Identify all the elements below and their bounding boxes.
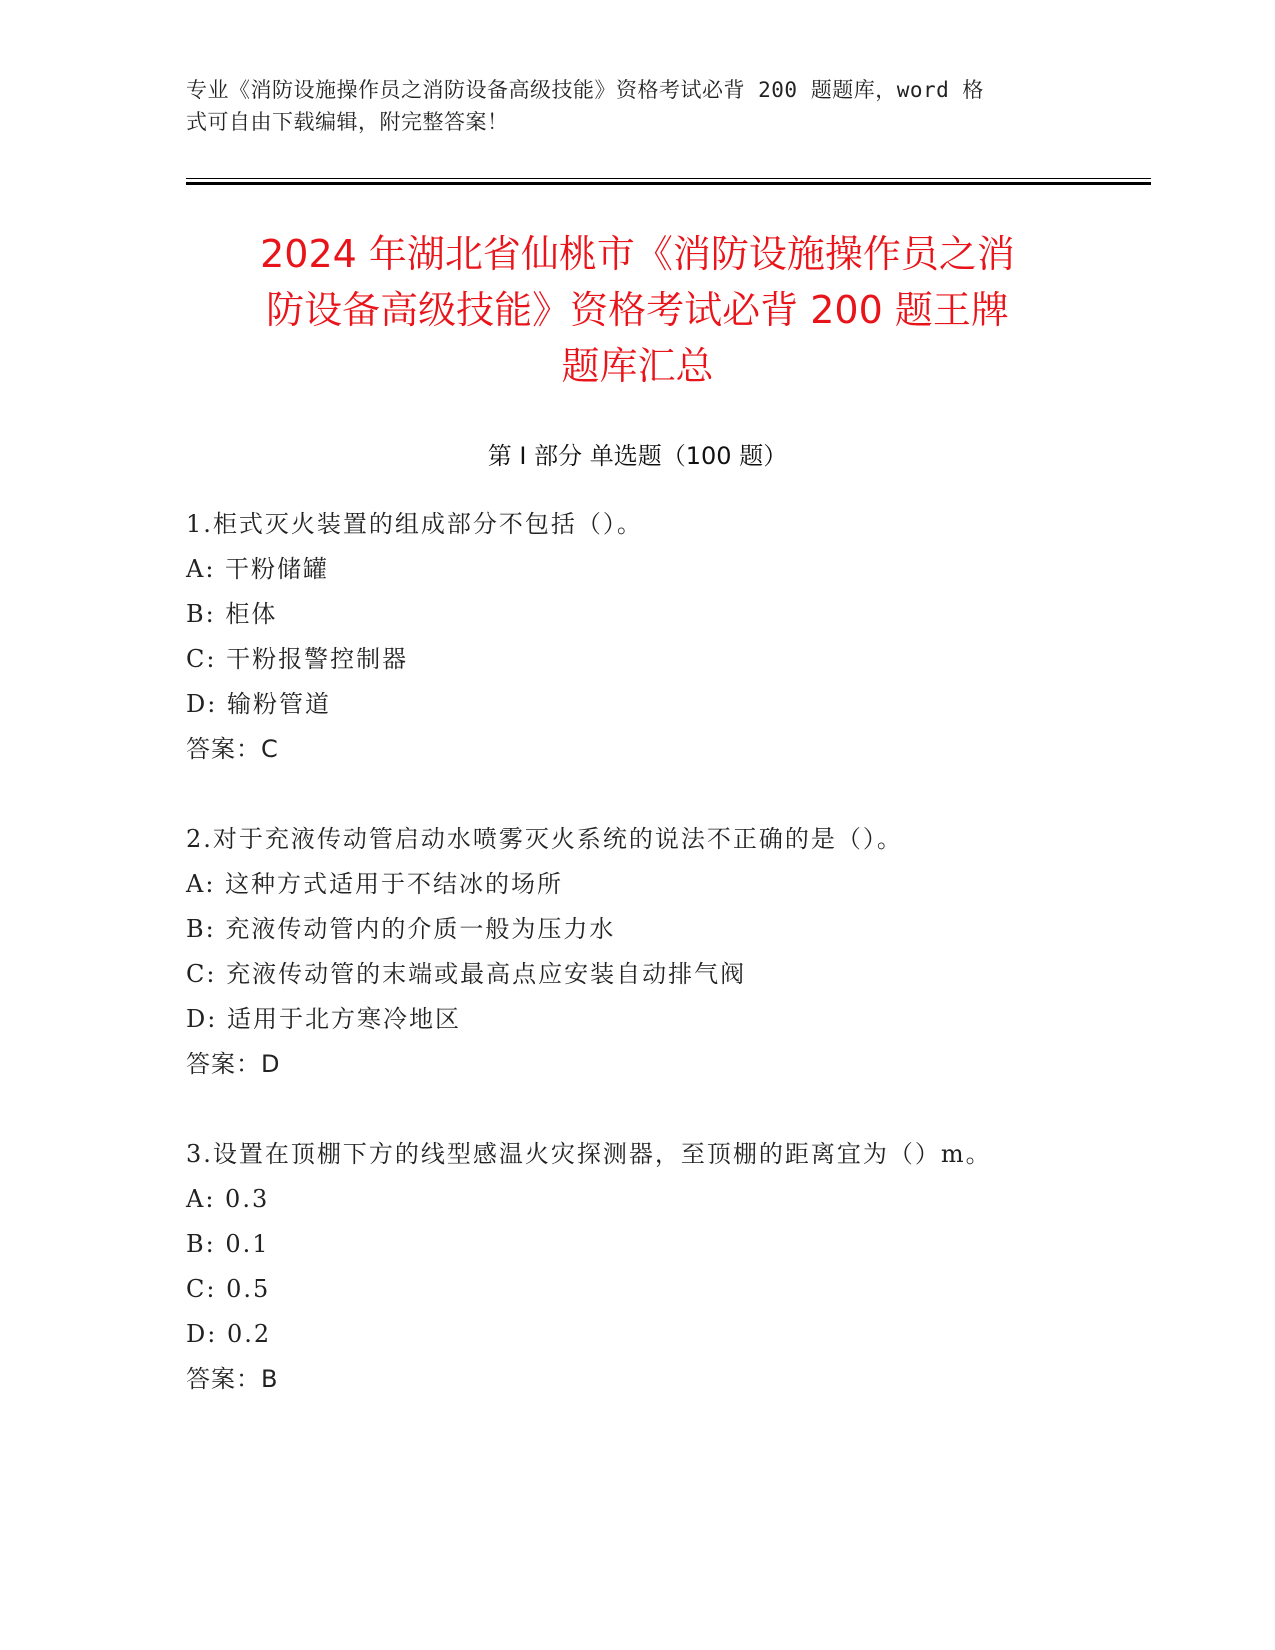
option-d: D: 0.2 xyxy=(186,1320,272,1348)
option-b: B: 充液传动管内的介质一般为压力水 xyxy=(186,915,616,943)
option-a: A: 这种方式适用于不结冰的场所 xyxy=(186,870,564,898)
option-a: A: 干粉储罐 xyxy=(186,555,330,583)
question-1 xyxy=(186,502,1086,772)
question-stem: 1.柜式灭火装置的组成部分不包括（）。 xyxy=(186,510,643,538)
option-a: A: 0.3 xyxy=(186,1185,270,1213)
option-c: C: 0.5 xyxy=(186,1275,271,1303)
option-b: B: 0.1 xyxy=(186,1230,270,1258)
question-2 xyxy=(186,817,1086,1087)
header-note xyxy=(186,74,1066,138)
header-note-line-1: 专业《消防设施操作员之消防设备高级技能》资格考试必背 200 题题库，word 格 xyxy=(186,78,984,102)
option-c: C: 充液传动管的末端或最高点应安装自动排气阀 xyxy=(186,960,747,988)
document-title-line-3: 题库汇总 xyxy=(561,344,714,388)
document-title xyxy=(160,226,1115,394)
answer: 答案：B xyxy=(186,1365,279,1393)
document-title-line-2: 防设备高级技能》资格考试必背 200 题王牌 xyxy=(266,288,1009,332)
option-d: D: 适用于北方寒冷地区 xyxy=(186,1005,461,1033)
section-title: 第 I 部分 单选题（100 题） xyxy=(487,442,788,470)
question-stem: 2.对于充液传动管启动水喷雾灭火系统的说法不正确的是（）。 xyxy=(186,825,903,853)
document-title-line-1: 2024 年湖北省仙桃市《消防设施操作员之消 xyxy=(260,232,1015,276)
answer: 答案：C xyxy=(186,735,279,763)
answer: 答案：D xyxy=(186,1050,281,1078)
header-divider-thick xyxy=(186,182,1151,185)
header-note-line-2: 式可自由下载编辑，附完整答案！ xyxy=(186,110,509,134)
question-stem: 3.设置在顶棚下方的线型感温火灾探测器，至顶棚的距离宜为（）m。 xyxy=(186,1140,992,1168)
question-3 xyxy=(186,1132,1086,1402)
option-c: C: 干粉报警控制器 xyxy=(186,645,409,673)
header-divider-thin xyxy=(186,178,1151,179)
option-b: B: 柜体 xyxy=(186,600,278,628)
option-d: D: 输粉管道 xyxy=(186,690,331,718)
